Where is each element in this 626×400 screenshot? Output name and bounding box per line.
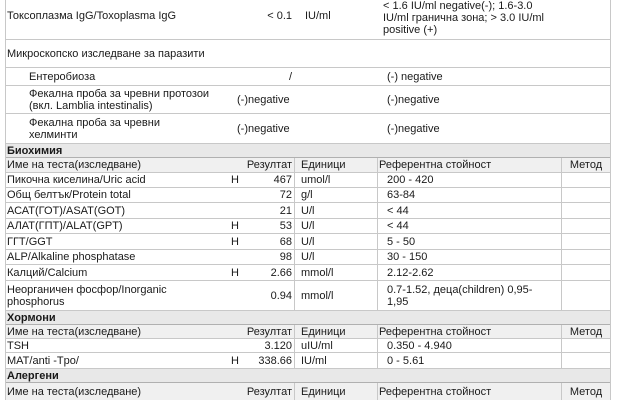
test-result: (-)negative bbox=[237, 93, 290, 106]
test-name: Калций/Calcium bbox=[7, 266, 88, 279]
column-header-unit: Единици bbox=[301, 385, 346, 398]
test-name: АЛАТ(ГПТ)/ALAT(GPT) bbox=[7, 220, 123, 232]
column-header-reference: Референтна стойност bbox=[379, 325, 492, 338]
flag-high: H bbox=[231, 266, 239, 279]
test-unit: U/l bbox=[301, 235, 315, 248]
test-name: АСАТ(ГОТ)/ASAT(GOT) bbox=[7, 204, 126, 217]
test-unit: U/l bbox=[301, 251, 315, 263]
table-row bbox=[5, 188, 611, 203]
test-name: Общ белтък/Protein total bbox=[7, 189, 131, 201]
test-reference: 200 - 420 bbox=[387, 174, 434, 186]
test-name: Токсоплазма IgG/Toxoplasma IgG bbox=[7, 10, 177, 22]
table-header bbox=[5, 325, 611, 339]
test-unit: mmol/l bbox=[301, 266, 334, 279]
table-row bbox=[5, 86, 611, 114]
table-row bbox=[5, 219, 611, 234]
test-result: 21 bbox=[279, 204, 292, 217]
column-header-reference: Референтна стойност bbox=[379, 385, 492, 398]
test-unit: U/l bbox=[301, 220, 315, 232]
test-reference: < 44 bbox=[387, 204, 409, 217]
table-row bbox=[5, 265, 611, 281]
table-row bbox=[5, 250, 611, 265]
column-header-result: Резултат bbox=[246, 325, 292, 338]
test-reference: 63-84 bbox=[387, 189, 416, 201]
test-name: Фекална проба за чревни протозои (вкл. Lamblia intestinalis) bbox=[29, 87, 210, 112]
test-name: Фекална проба за чревни хелминти bbox=[29, 116, 160, 141]
test-result: / bbox=[288, 70, 292, 83]
column-header-result: Резултат bbox=[246, 385, 292, 398]
test-result: 0.94 bbox=[270, 289, 292, 302]
test-unit: U/l bbox=[301, 204, 315, 217]
column-header-result: Резултат bbox=[246, 159, 292, 171]
flag-high: H bbox=[231, 220, 239, 232]
test-unit: mmol/l bbox=[301, 289, 334, 302]
column-header-name: Име на теста(изследване) bbox=[7, 159, 142, 171]
test-result: 467 bbox=[273, 174, 292, 186]
test-reference: 2.12-2.62 bbox=[387, 266, 434, 279]
test-reference: 30 - 150 bbox=[387, 251, 428, 263]
section-title-row bbox=[5, 369, 611, 383]
column-header-name: Име на теста(изследване) bbox=[7, 325, 142, 338]
column-header-reference: Референтна стойност bbox=[379, 159, 492, 171]
table-row bbox=[5, 234, 611, 250]
test-result: (-)negative bbox=[237, 122, 290, 135]
table-row bbox=[5, 353, 611, 369]
section-title: Алергени bbox=[7, 369, 59, 382]
test-unit: IU/ml bbox=[305, 10, 331, 22]
section-title: Хормони bbox=[7, 311, 56, 324]
test-reference: < 44 bbox=[387, 220, 409, 232]
test-name: MAT/anti -Tpo/ bbox=[7, 354, 79, 367]
table-row bbox=[5, 114, 611, 144]
section-title-row bbox=[5, 311, 611, 325]
test-reference: < 1.6 IU/ml negative(-); 1.6-3.0 IU/ml гранична зона; > 3.0 IU/ml positive (+) bbox=[383, 0, 544, 36]
test-name: ГГТ/GGT bbox=[7, 235, 53, 248]
column-header-method: Метод bbox=[569, 325, 603, 338]
table-row bbox=[5, 281, 611, 311]
flag-high: H bbox=[231, 354, 239, 367]
group-title: Микроскопско изследване за паразити bbox=[7, 47, 205, 60]
test-name: TSH bbox=[7, 339, 29, 352]
test-reference: 0.350 - 4.940 bbox=[387, 339, 452, 352]
test-name: ALP/Alkaline phosphatase bbox=[7, 251, 136, 263]
test-result: 338.66 bbox=[258, 354, 292, 367]
test-reference: (-) negative bbox=[387, 70, 443, 83]
test-result: 53 bbox=[279, 220, 292, 232]
column-header-unit: Единици bbox=[301, 159, 346, 171]
table-row bbox=[5, 339, 611, 353]
test-reference: 0.7-1.52, деца(children) 0,95-1,95 bbox=[387, 283, 533, 308]
flag-high: H bbox=[231, 235, 239, 248]
table-row bbox=[5, 173, 611, 188]
column-header-method: Метод bbox=[569, 159, 603, 171]
table-row bbox=[5, 0, 611, 40]
table-row bbox=[5, 203, 611, 219]
section-title: Биохимия bbox=[7, 144, 63, 157]
test-result: 72 bbox=[279, 189, 292, 201]
flag-high: H bbox=[231, 174, 239, 186]
test-unit: umol/l bbox=[301, 174, 331, 186]
table-header bbox=[5, 158, 611, 173]
test-unit: g/l bbox=[301, 189, 313, 201]
test-reference: (-)negative bbox=[387, 122, 440, 135]
group-title-row bbox=[5, 40, 611, 68]
test-result: 3.120 bbox=[264, 339, 292, 352]
test-unit: uIU/ml bbox=[301, 339, 333, 352]
test-result: < 0.1 bbox=[267, 10, 292, 22]
test-reference: (-)negative bbox=[387, 93, 440, 106]
column-header-unit: Единици bbox=[301, 325, 346, 338]
test-name: Неорганичен фосфор/Inorganic phosphorus bbox=[7, 283, 167, 308]
section-title-row bbox=[5, 144, 611, 158]
test-reference: 0 - 5.61 bbox=[387, 354, 425, 367]
test-result: 2.66 bbox=[270, 266, 292, 279]
column-header-name: Име на теста(изследване) bbox=[7, 385, 142, 398]
test-result: 98 bbox=[279, 251, 292, 263]
test-result: 68 bbox=[279, 235, 292, 248]
test-name: Ентеробиоза bbox=[29, 70, 96, 83]
test-reference: 5 - 50 bbox=[387, 235, 416, 248]
test-name: Пикочна киселина/Uric acid bbox=[7, 174, 146, 186]
column-header-method: Метод bbox=[569, 385, 603, 398]
table-header bbox=[5, 383, 611, 400]
table-row bbox=[5, 68, 611, 86]
test-unit: IU/ml bbox=[301, 354, 327, 367]
